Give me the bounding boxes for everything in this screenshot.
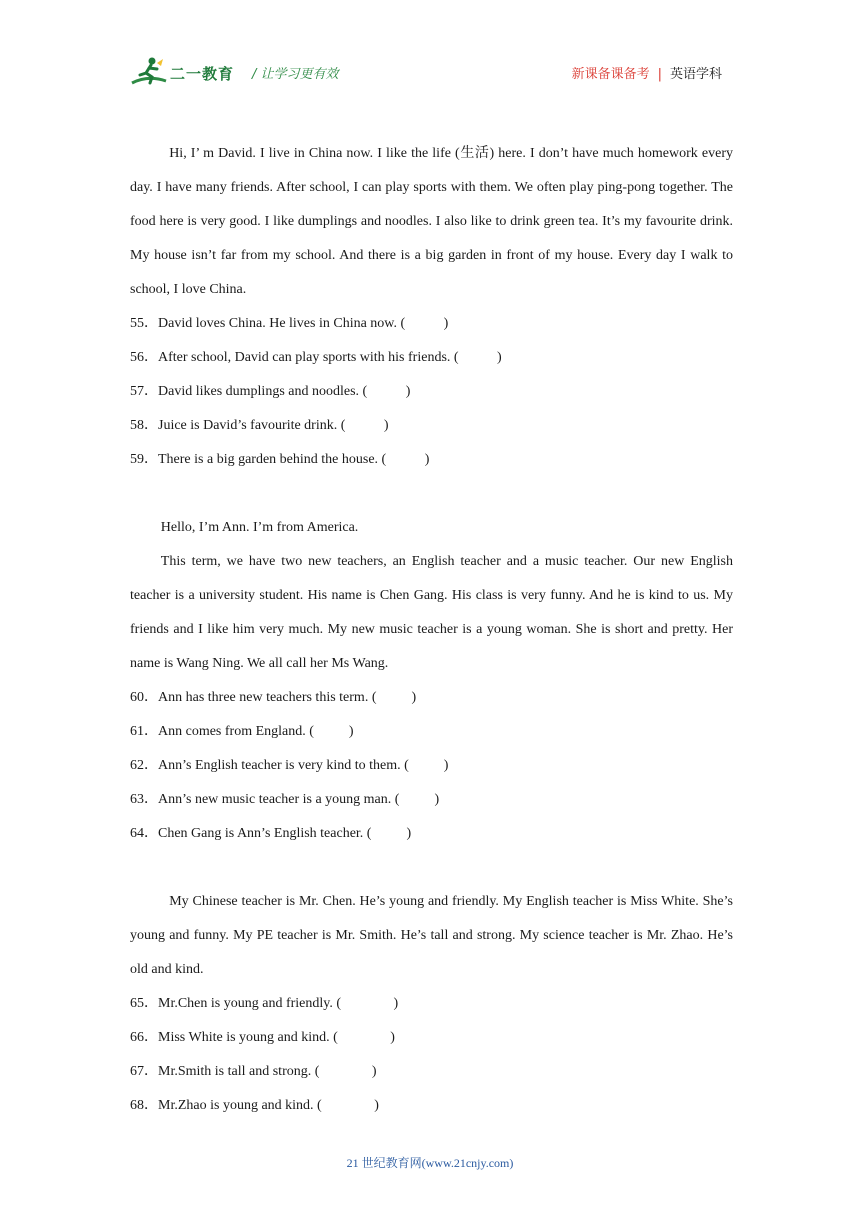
question-55: 55．David loves China. He lives in China now. ( ): [130, 316, 449, 331]
header-tagline: 新课备课备考: [571, 67, 650, 82]
spacer: [130, 851, 733, 885]
question-56: 56．After school, David can play sports with his friends. ( ): [130, 350, 502, 365]
question-67: 67．Mr.Smith is tall and strong. ( ): [130, 1064, 377, 1079]
question-59: 59．There is a big garden behind the house. ( ): [130, 452, 430, 467]
page-header: [130, 55, 730, 89]
header-separator: |: [657, 67, 662, 82]
question-58: 58．Juice is David’s favourite drink. ( ): [130, 418, 389, 433]
question-64: 64．Chen Gang is Ann’s English teacher. ( ): [130, 826, 412, 841]
question-65: 65．Mr.Chen is young and friendly. ( ): [130, 996, 399, 1011]
question-63: 63．Ann’s new music teacher is a young man. ( ): [130, 792, 440, 807]
document-body: [130, 137, 733, 1123]
question-62: 62．Ann’s English teacher is very kind to them. ( ): [130, 758, 449, 773]
slogan: / 让学习更有效: [252, 67, 339, 82]
question-61: 61．Ann comes from England. ( ): [130, 724, 354, 739]
question-57: 57．David likes dumplings and noodles. ( ): [130, 384, 411, 399]
question-66: 66．Miss White is young and kind. ( ): [130, 1030, 395, 1045]
passage-1: Hi, I’ m David. I live in China now. I like the life (生活) here. I don’t have much homework every day. I have many friends. After school, I can play sports with them. We often play ping-pong together. The food here is very good. I like dumplings and noodles. I also like to drink green tea. It’s my favourite drink. My house isn’t far from my school. And there is a big garden in front of my house. Every day I walk to school, I love China.: [130, 146, 733, 297]
passage-2: This term, we have two new teachers, an English teacher and a music teacher. Our new English teacher is a university student. His name is Chen Gang. His class is very funny. And he is kind to us. My friends and I like him very much. My new music teacher is a young woman. She is short and pretty. Her name is Wang Ning. We all call her Ms Wang.: [130, 554, 733, 671]
passage-3: My Chinese teacher is Mr. Chen. He’s young and friendly. My English teacher is Miss White. She’s young and funny. My PE teacher is Mr. Smith. He’s tall and strong. My science teacher is Mr. Zhao. He’s old and kind.: [130, 894, 733, 977]
page-footer[interactable]: 21 世纪教育网(www.21cnjy.com): [346, 1156, 514, 1170]
question-60: 60．Ann has three new teachers this term. ( ): [130, 690, 417, 705]
header-right: [572, 63, 722, 82]
header-subject: 英语学科: [669, 67, 722, 82]
logo: [130, 55, 240, 89]
runner-logo-icon: [130, 55, 170, 89]
logo-text: 二一教育: [170, 65, 235, 83]
passage-2-greeting: Hello, I’m Ann. I’m from America.: [160, 520, 359, 535]
question-68: 68．Mr.Zhao is young and kind. ( ): [130, 1098, 379, 1113]
spacer: [130, 477, 733, 511]
